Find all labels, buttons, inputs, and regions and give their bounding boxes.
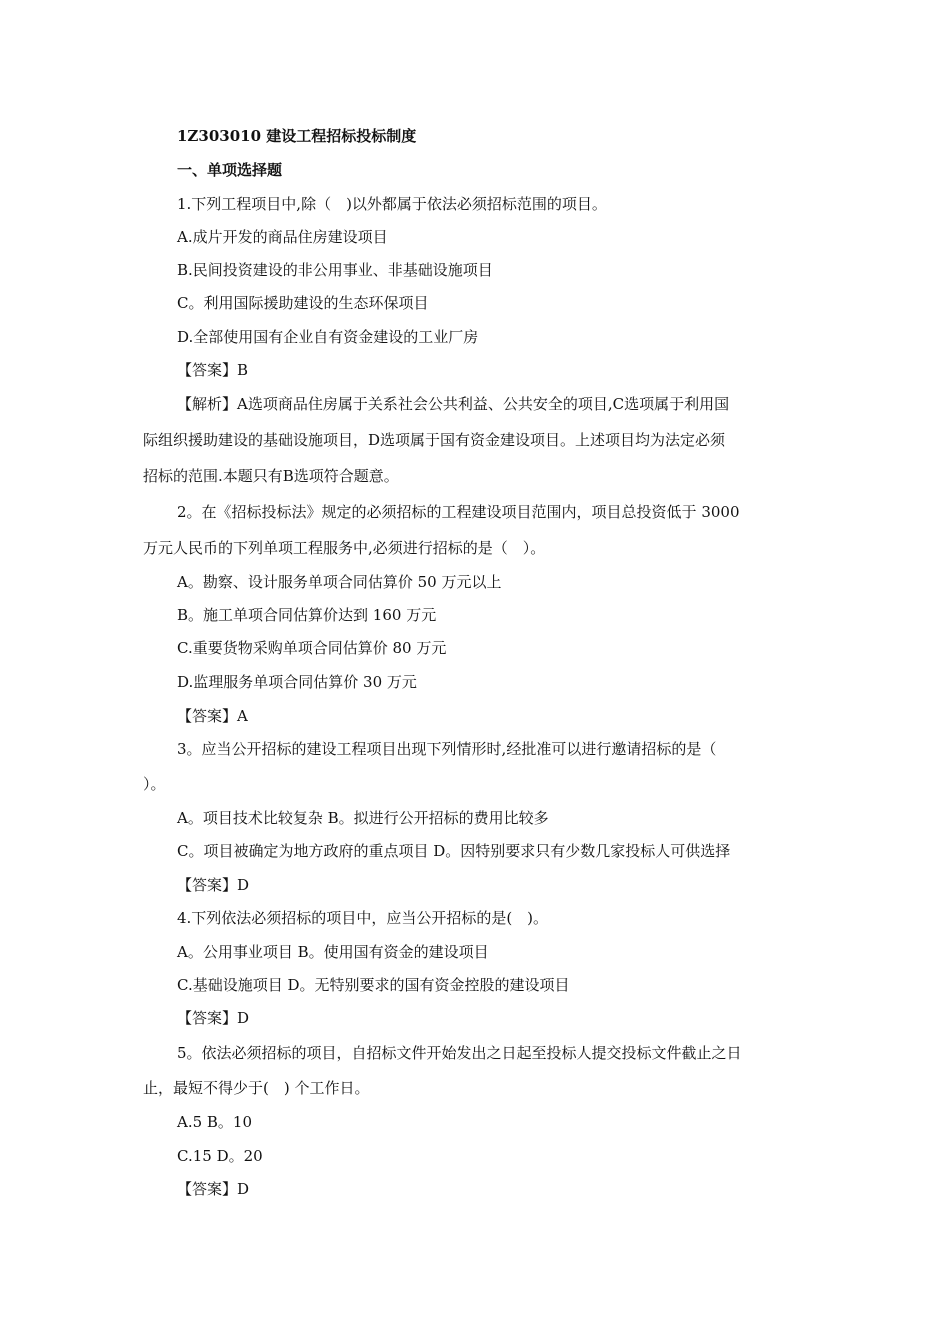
question-1-option-c: C。利用国际援助建设的生态环保项目 (177, 294, 429, 312)
question-4-stem: 4.下列依法必须招标的项目中，应当公开招标的是( )。 (177, 909, 549, 927)
question-2-option-d: D.监理服务单项合同估算价 30 万元 (177, 673, 417, 691)
question-2-stem-line-2: 万元人民币的下列单项工程服务中,必须进行招标的是（ ）。 (143, 539, 546, 557)
question-1-analysis-line-1: 【解析】A选项商品住房属于关系社会公共利益、公共安全的项目,C选项属于利用国 (177, 395, 730, 413)
question-3-answer: 【答案】D (177, 876, 250, 894)
question-1-analysis-line-3: 招标的范围.本题只有B选项符合题意。 (143, 467, 399, 485)
question-5-stem-line-2: 止，最短不得少于( ) 个工作日。 (143, 1079, 370, 1097)
question-5-options-ab: A.5 B。10 (177, 1113, 253, 1131)
question-3-options-ab: A。项目技术比较复杂 B。拟进行公开招标的费用比较多 (177, 809, 549, 827)
question-2-answer: 【答案】A (177, 707, 248, 725)
question-1-option-b: B.民间投资建设的非公用事业、非基础设施项目 (177, 261, 493, 279)
question-3-options-cd: C。项目被确定为地方政府的重点项目 D。因特别要求只有少数几家投标人可供选择 (177, 842, 731, 860)
question-1-stem: 1.下列工程项目中,除（ )以外都属于依法必须招标范围的项目。 (177, 195, 607, 213)
question-5-options-cd: C.15 D。20 (177, 1147, 263, 1165)
question-3-stem-line-2: ）。 (143, 775, 166, 793)
question-2-option-a: A。勘察、设计服务单项合同估算价 50 万元以上 (177, 573, 502, 591)
question-5-answer: 【答案】D (177, 1180, 250, 1198)
question-3-stem-line-1: 3。应当公开招标的建设工程项目出现下列情形时,经批准可以进行邀请招标的是（ (177, 740, 717, 758)
document-heading: 1Z303010 建设工程招标投标制度 (177, 127, 417, 145)
question-2-option-b: B。施工单项合同估算价达到 160 万元 (177, 606, 437, 624)
question-2-stem-line-1: 2。在《招标投标法》规定的必须招标的工程建设项目范围内，项目总投资低于 3000 (177, 503, 740, 521)
question-1-analysis-line-2: 际组织援助建设的基础设施项目，D选项属于国有资金建设项目。上述项目均为法定必须 (143, 431, 726, 449)
question-5-stem-line-1: 5。依法必须招标的项目，自招标文件开始发出之日起至投标人提交投标文件截止之日 (177, 1044, 742, 1062)
question-2-option-c: C.重要货物采购单项合同估算价 80 万元 (177, 639, 447, 657)
question-4-answer: 【答案】D (177, 1009, 250, 1027)
question-1-option-d: D.全部使用国有企业自有资金建设的工业厂房 (177, 328, 479, 346)
question-1-answer: 【答案】B (177, 361, 249, 379)
question-4-options-cd: C.基础设施项目 D。无特别要求的国有资金控股的建设项目 (177, 976, 570, 994)
question-1-option-a: A.成片开发的商品住房建设项目 (177, 228, 388, 246)
section-title: 一、单项选择题 (177, 161, 283, 179)
question-4-options-ab: A。公用事业项目 B。使用国有资金的建设项目 (177, 943, 489, 961)
